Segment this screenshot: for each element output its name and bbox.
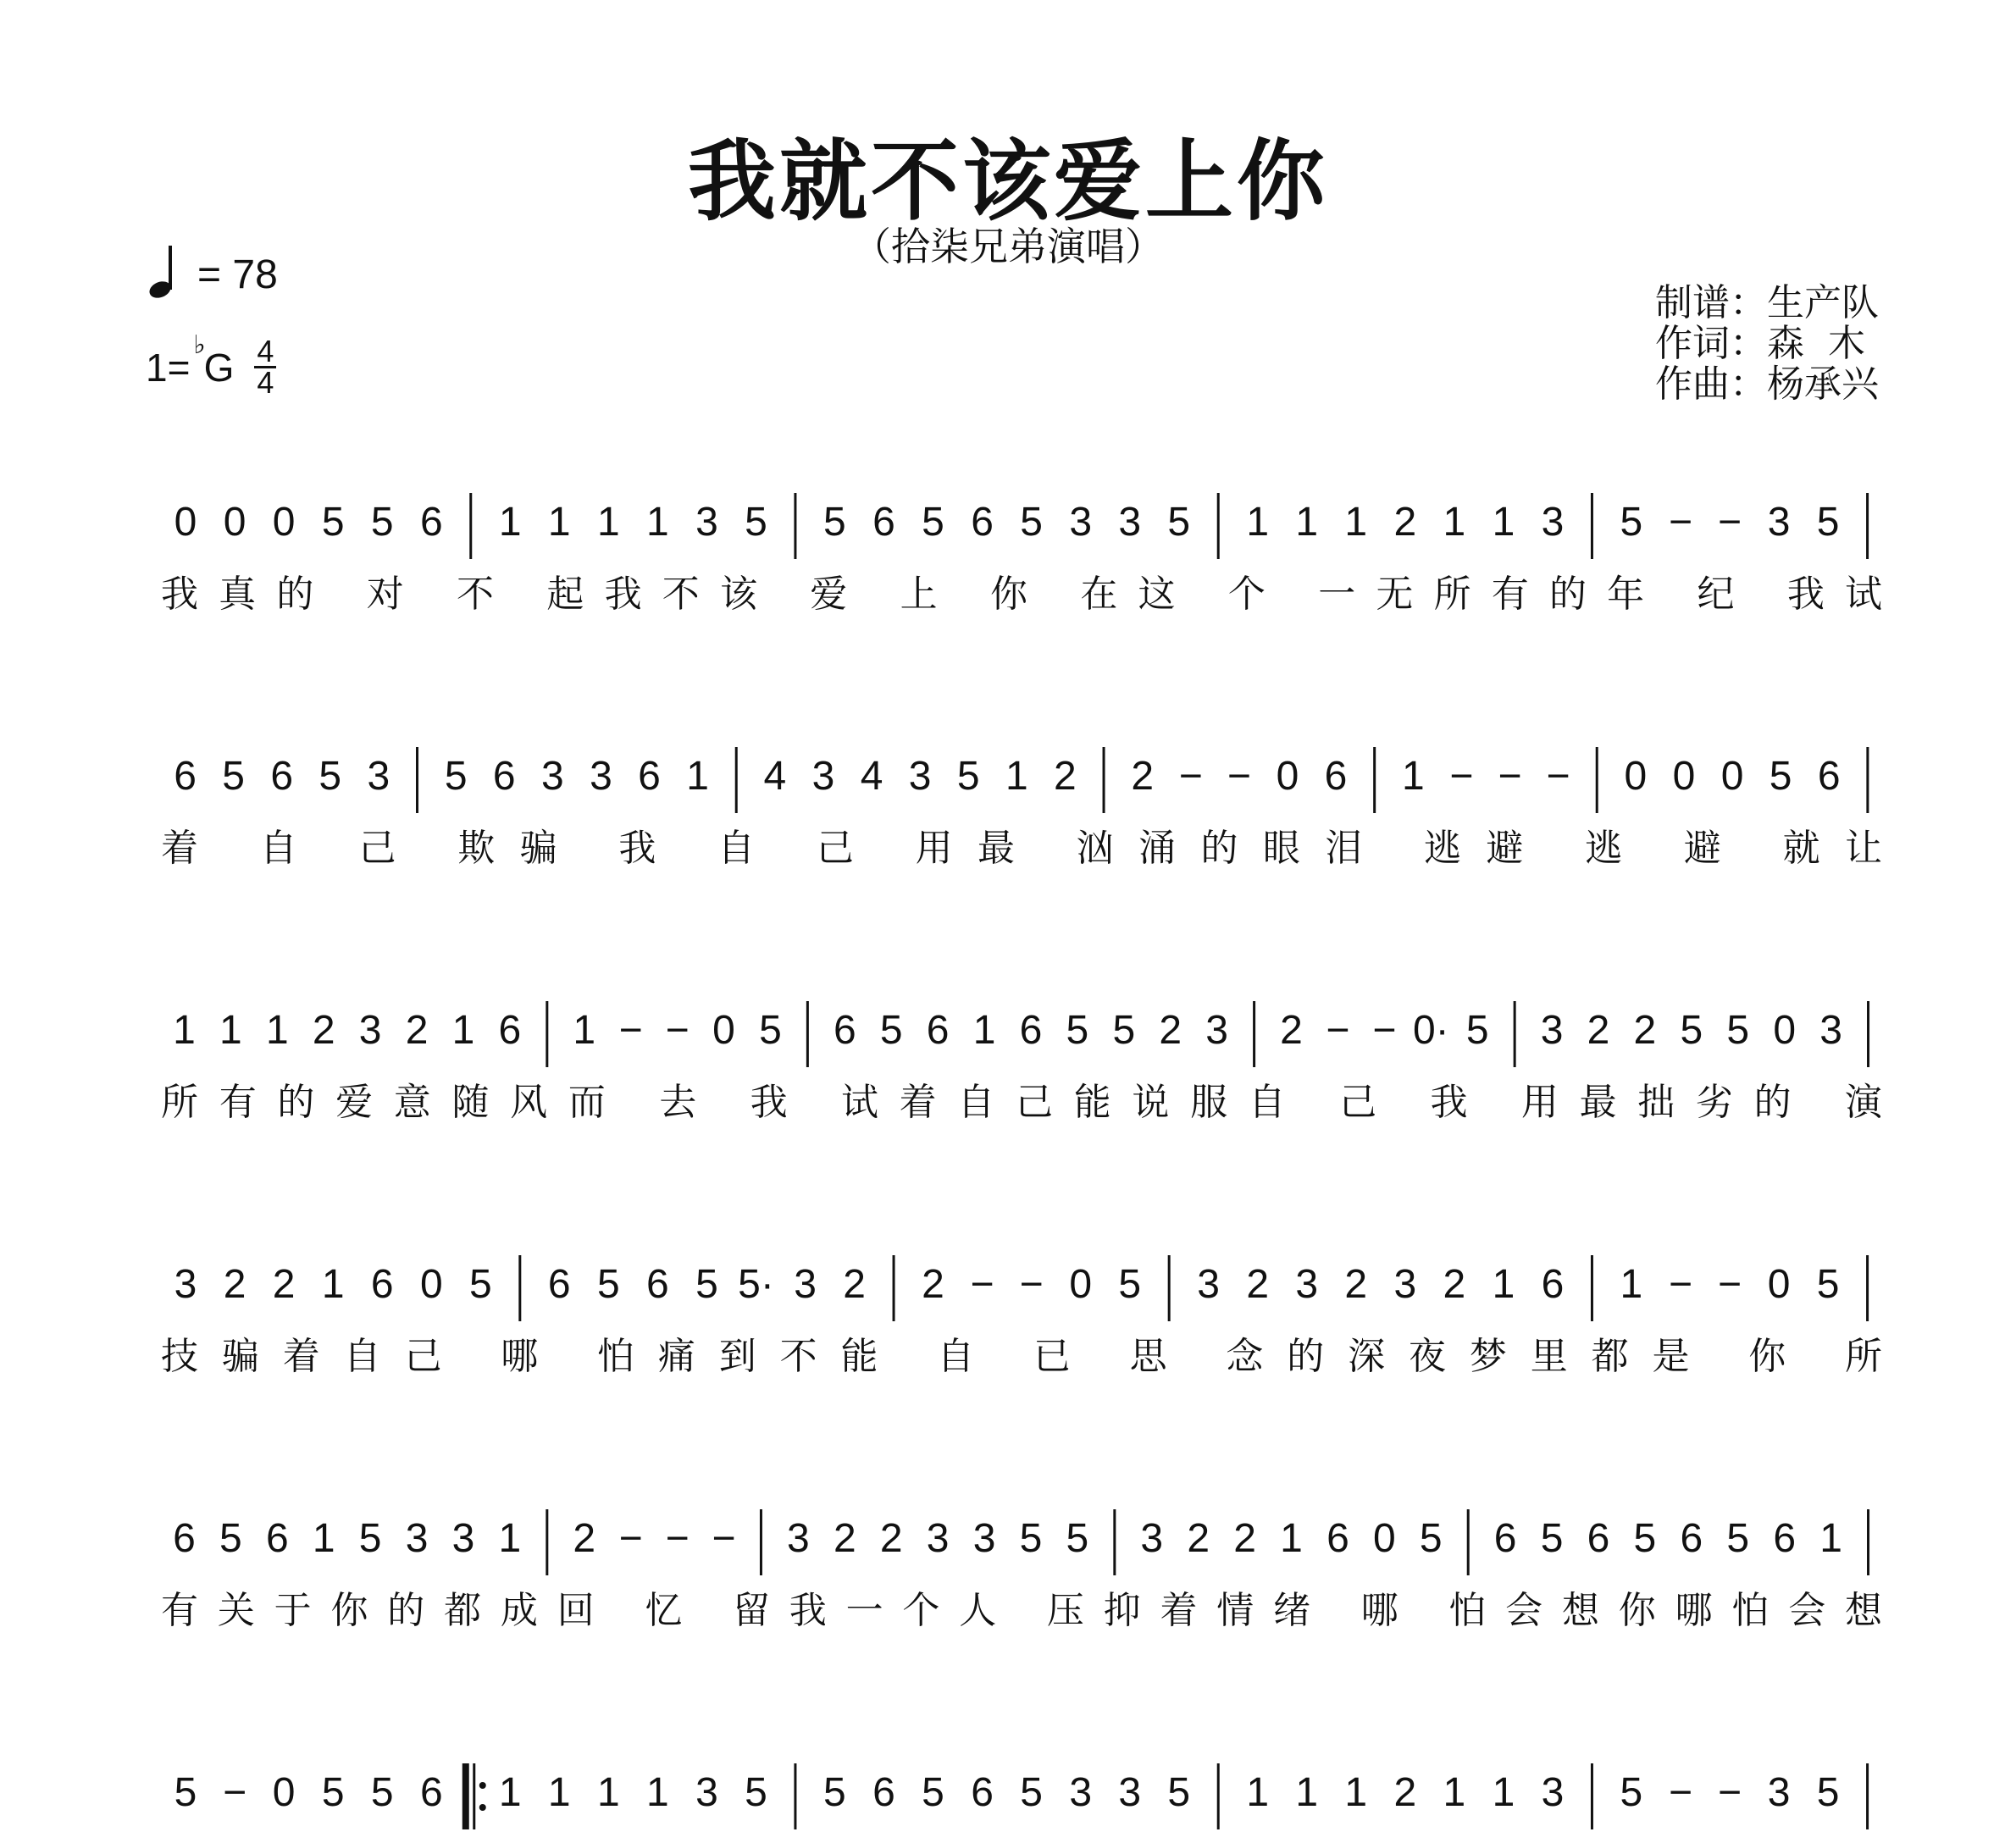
sustain-dash: −	[1668, 1262, 1692, 1307]
note: 3	[358, 1008, 382, 1053]
note: 5	[219, 1516, 242, 1561]
note: 0	[1767, 1262, 1791, 1307]
note: 3	[367, 754, 390, 799]
note: 3	[972, 1516, 996, 1561]
note: 2	[1393, 1770, 1417, 1815]
note: 2	[922, 1262, 944, 1307]
lyrics-line: 我真的 对 不 起我不该 爱 上 你 在这 个 一无所有的年 纪 我试	[161, 573, 1882, 616]
sustain-dash: −	[712, 1516, 736, 1561]
note: 5	[1112, 1008, 1136, 1053]
sustain-dash: −	[223, 1770, 247, 1815]
note: 1	[219, 1008, 242, 1053]
note: 5	[1167, 1770, 1191, 1815]
credit-value: 杨承兴	[1767, 363, 1879, 406]
note: 2	[1587, 1008, 1610, 1053]
note: 1	[1280, 1516, 1303, 1561]
note: 2	[833, 1516, 856, 1561]
note: 3	[1767, 500, 1791, 545]
sustain-dash: −	[1546, 754, 1570, 799]
note: 2	[1159, 1008, 1182, 1053]
note: 2	[1443, 1262, 1466, 1307]
note: 5	[1620, 500, 1643, 545]
sustain-dash: −	[1449, 754, 1474, 799]
note: 5	[1633, 1516, 1657, 1561]
note: 3	[1540, 1008, 1564, 1053]
note: 1	[1492, 1262, 1515, 1307]
note: 6	[265, 1516, 289, 1561]
sustain-dash: −	[1718, 500, 1742, 545]
note: 1	[265, 1008, 289, 1053]
note: 5	[1620, 1770, 1643, 1815]
note: 6	[1326, 1516, 1349, 1561]
note: 0	[1624, 754, 1648, 799]
note: 0	[223, 500, 246, 545]
credit-value: 生产队	[1767, 281, 1879, 324]
note: 1	[1344, 500, 1368, 545]
note: 5	[1167, 500, 1191, 545]
lyrics-line: 着 自 己 欺骗 我 自 己 用最 汹涌的眼泪 逃避 逃 避 就让	[161, 827, 1882, 870]
note: 1	[321, 1262, 345, 1307]
time-top: 4	[257, 334, 274, 368]
note: 1	[573, 1008, 596, 1053]
repeat-dot	[479, 1782, 486, 1789]
note: 5	[1118, 1262, 1142, 1307]
key-note: G	[203, 345, 235, 390]
note: 5	[823, 1770, 846, 1815]
note: 5	[695, 1262, 718, 1307]
note: 6	[1541, 1262, 1565, 1307]
note: 6	[1817, 754, 1841, 799]
note: 5	[222, 754, 245, 799]
note: 5	[956, 754, 980, 799]
note: 6	[498, 1008, 522, 1053]
note: 0	[272, 1770, 296, 1815]
note: 2	[1393, 500, 1417, 545]
note: 6	[547, 1262, 571, 1307]
note: 0	[272, 500, 296, 545]
note: 3	[926, 1516, 950, 1561]
note: 6	[926, 1008, 950, 1053]
sustain-dash: −	[1718, 1770, 1742, 1815]
note: 5	[1019, 1516, 1043, 1561]
note: 3	[1197, 1262, 1220, 1307]
note: 5	[321, 1770, 345, 1815]
note: 1	[646, 1770, 669, 1815]
note: 5	[321, 500, 345, 545]
note: 0	[712, 1008, 735, 1053]
note: 1	[686, 754, 709, 799]
note: 2	[223, 1262, 246, 1307]
note: 3	[1819, 1008, 1842, 1053]
note: 5	[596, 1262, 620, 1307]
note: 6	[370, 1262, 394, 1307]
note: 1	[173, 1008, 196, 1053]
note: 2	[1633, 1008, 1657, 1053]
song-subtitle: （拾柒兄弟演唱）	[852, 224, 1164, 269]
note: 6	[419, 500, 443, 545]
note: 1	[1620, 1262, 1643, 1307]
note: 5	[1680, 1008, 1703, 1053]
note: 1	[972, 1008, 996, 1053]
note: 3	[695, 1770, 718, 1815]
note: 1	[596, 1770, 620, 1815]
key-prefix: 1=	[146, 345, 191, 390]
note: 5	[318, 754, 342, 799]
note: 1	[1295, 1770, 1319, 1815]
sustain-dash: −	[970, 1262, 994, 1307]
note: 1	[596, 500, 620, 545]
note: 5	[1816, 500, 1840, 545]
note: 3	[1393, 1262, 1417, 1307]
note: 3	[794, 1262, 817, 1307]
note: 1	[1295, 500, 1319, 545]
song-title: 我就不该爱上你	[687, 130, 1328, 233]
note: 3	[811, 754, 835, 799]
note: 1	[1492, 1770, 1515, 1815]
repeat-start-barline	[462, 1763, 469, 1829]
lyrics-line: 技骗着自己 哪 怕痛到不能 自 已 思 念的深夜梦里都是 你 所	[161, 1335, 1882, 1378]
sustain-dash: −	[1668, 500, 1692, 545]
sustain-dash: −	[1227, 754, 1251, 799]
note: 3	[405, 1516, 429, 1561]
note: 3	[540, 754, 564, 799]
note: 6	[173, 1516, 196, 1561]
sustain-dash: −	[618, 1008, 643, 1053]
note: 6	[638, 754, 661, 799]
note: 2	[843, 1262, 866, 1307]
note: 1	[1246, 1770, 1270, 1815]
tempo-text: = 78	[197, 252, 278, 297]
note: 2	[1187, 1516, 1210, 1561]
sustain-dash: −	[1178, 754, 1203, 799]
note: 5	[759, 1008, 782, 1053]
note: 0	[1773, 1008, 1797, 1053]
flat-icon: ♭	[193, 331, 206, 359]
note: 6	[971, 1770, 994, 1815]
note: 1	[547, 1770, 571, 1815]
note: 5	[1419, 1516, 1443, 1561]
note: 6	[492, 754, 516, 799]
note: 2	[1280, 1008, 1303, 1053]
note: 6	[833, 1008, 856, 1053]
sustain-dash: −	[1326, 1008, 1350, 1053]
note: 5	[1726, 1516, 1750, 1561]
note: 5	[1465, 1008, 1489, 1053]
note: 5	[922, 1770, 944, 1815]
note: 3	[908, 754, 932, 799]
sustain-dash: −	[1668, 1770, 1692, 1815]
note: 3	[1541, 1770, 1565, 1815]
credit-label: 作曲：	[1655, 363, 1767, 406]
note: 1	[1401, 754, 1425, 799]
note: 5	[1020, 500, 1043, 545]
note: 3	[590, 754, 612, 799]
note: 4	[763, 754, 787, 799]
note: 5	[879, 1008, 903, 1053]
sustain-dash: −	[1718, 1262, 1742, 1307]
note: 1	[498, 500, 522, 545]
note: 1	[1492, 500, 1515, 545]
note: 6	[872, 1770, 895, 1815]
credit-label: 作词：	[1655, 322, 1767, 365]
note: 2	[1233, 1516, 1256, 1561]
note: 5	[1769, 754, 1792, 799]
note: 5	[1540, 1516, 1564, 1561]
note: 0	[1672, 754, 1696, 799]
note: 1	[498, 1770, 522, 1815]
sustain-dash: −	[1019, 1262, 1044, 1307]
note: 0	[1373, 1516, 1396, 1561]
note: 6	[971, 500, 994, 545]
note: 6	[646, 1262, 669, 1307]
note: 0	[1720, 754, 1744, 799]
note: 5	[922, 500, 944, 545]
note: 1	[1443, 500, 1466, 545]
credit-value: 森 木	[1767, 322, 1865, 365]
time-bottom: 4	[257, 365, 274, 400]
note: 1	[547, 500, 571, 545]
credit-label: 制谱：	[1655, 281, 1767, 324]
note: 5	[1066, 1008, 1089, 1053]
note: 5	[174, 1770, 197, 1815]
note: 0	[1069, 1262, 1093, 1307]
note: 6	[1324, 754, 1348, 799]
note: 0	[1276, 754, 1299, 799]
note: 6	[1680, 1516, 1703, 1561]
note: 2	[879, 1516, 903, 1561]
note: 5	[444, 754, 468, 799]
note: 2	[272, 1262, 296, 1307]
note: 6	[1773, 1516, 1797, 1561]
sustain-dash: −	[665, 1008, 690, 1053]
note: 6	[1019, 1008, 1043, 1053]
note: 6	[1493, 1516, 1517, 1561]
sustain-dash: −	[665, 1516, 690, 1561]
note: 2	[405, 1008, 429, 1053]
note: 3	[1069, 500, 1093, 545]
note: 5	[370, 500, 394, 545]
note: 1	[1005, 754, 1028, 799]
note: 3	[695, 500, 718, 545]
note: 3	[1069, 1770, 1093, 1815]
note: 1	[312, 1516, 335, 1561]
note: 5	[469, 1262, 492, 1307]
note: 5	[1726, 1008, 1750, 1053]
note: 2	[573, 1516, 596, 1561]
note: 3	[1541, 500, 1565, 545]
note: 1	[1819, 1516, 1842, 1561]
note: 5	[823, 500, 846, 545]
note: 6	[419, 1770, 443, 1815]
note: 2	[312, 1008, 335, 1053]
note: 5	[1066, 1516, 1089, 1561]
note: 5	[1020, 1770, 1043, 1815]
sustain-dash: −	[618, 1516, 643, 1561]
note: 1	[646, 500, 669, 545]
note: 3	[451, 1516, 475, 1561]
note: 3	[1295, 1262, 1319, 1307]
note: 0·	[1412, 1008, 1449, 1053]
note: 6	[174, 754, 197, 799]
note: 3	[787, 1516, 810, 1561]
note: 1	[1344, 1770, 1368, 1815]
note: 2	[1054, 754, 1077, 799]
note: 3	[1205, 1008, 1229, 1053]
note: 2	[1246, 1262, 1270, 1307]
note: 5	[370, 1770, 394, 1815]
note: 1	[1246, 500, 1270, 545]
note: 1	[1443, 1770, 1466, 1815]
note: 0	[174, 500, 197, 545]
note: 2	[1344, 1262, 1368, 1307]
sustain-dash: −	[1372, 1008, 1397, 1053]
note: 4	[860, 754, 883, 799]
note: 5·	[738, 1262, 774, 1307]
note: 5	[745, 500, 767, 545]
note: 3	[1118, 1770, 1142, 1815]
note: 5	[1816, 1770, 1840, 1815]
note: 6	[270, 754, 294, 799]
lyrics-line: 有关于你的都成回 忆 留我一个人 压抑着情绪 哪 怕会想你哪怕会想	[161, 1589, 1882, 1632]
note: 3	[1118, 500, 1142, 545]
note: 1	[498, 1516, 522, 1561]
note: 5	[1816, 1262, 1840, 1307]
lyrics-line: 所有的爱意随风而 去 我 试着自己能说服自 己 我 用最拙劣的 演	[161, 1081, 1882, 1124]
note: 2	[1131, 754, 1155, 799]
note: 3	[1140, 1516, 1164, 1561]
note: 0	[419, 1262, 443, 1307]
sustain-dash: −	[1498, 754, 1522, 799]
note: 5	[358, 1516, 382, 1561]
note: 3	[174, 1262, 197, 1307]
note: 1	[451, 1008, 475, 1053]
note: 6	[1587, 1516, 1610, 1561]
repeat-dot	[479, 1804, 486, 1811]
note: 3	[1767, 1770, 1791, 1815]
note: 5	[745, 1770, 767, 1815]
note: 6	[872, 500, 895, 545]
